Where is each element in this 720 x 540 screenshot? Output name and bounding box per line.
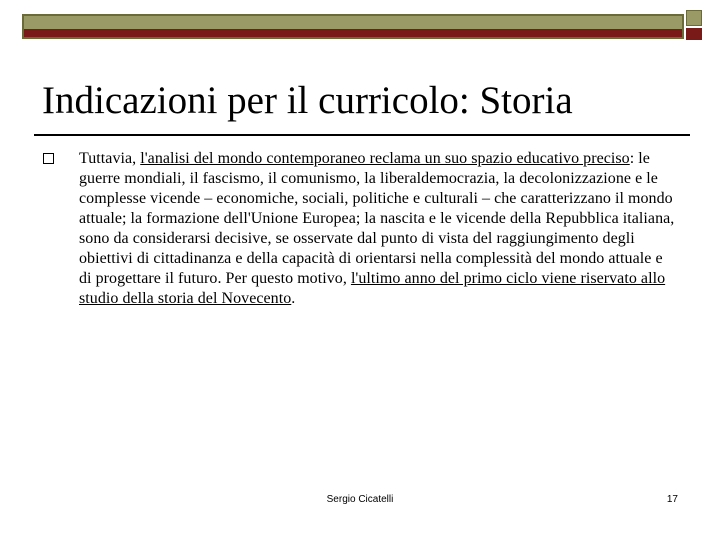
corner-olive-square: [686, 10, 702, 26]
bullet-paragraph: [79, 149, 679, 309]
slide-title: Indicazioni per il curricolo: Storia: [42, 79, 573, 122]
header-maroon-band: [24, 29, 682, 37]
header-decoration-bar: [22, 14, 684, 39]
hollow-square-bullet-icon: [43, 153, 54, 164]
footer-author: Sergio Cicatelli: [326, 494, 394, 505]
underlined-phrase: l'ultimo anno del primo ciclo viene riservato allo studio della storia del Novecento: [79, 270, 666, 307]
corner-maroon-square: [686, 28, 702, 40]
title-divider: [34, 134, 690, 136]
underlined-phrase: l'analisi del mondo contemporaneo reclama un suo spazio educativo preciso: [140, 150, 630, 167]
text-run: .: [291, 290, 296, 307]
text-run: Tuttavia,: [79, 150, 141, 167]
text-run: : le guerre mondiali, il fascismo, il comunismo, la liberaldemocrazia, la decolonizzazione e le complesse vicende – economiche, sociali, politiche e culturali – che caratterizzano il mondo attuale; la formazione dell'Unione Europea; la nascita e le vicende della Repubblica italiana, sono da considerarsi decisive, se osservate dal punto di vista del raggiungimento degli obiettivi di cittadinanza e della capacità di orientarsi nella complessità del mondo attuale e di progettare il futuro. Per questo motivo,: [79, 150, 675, 287]
page-number: 17: [666, 494, 678, 505]
